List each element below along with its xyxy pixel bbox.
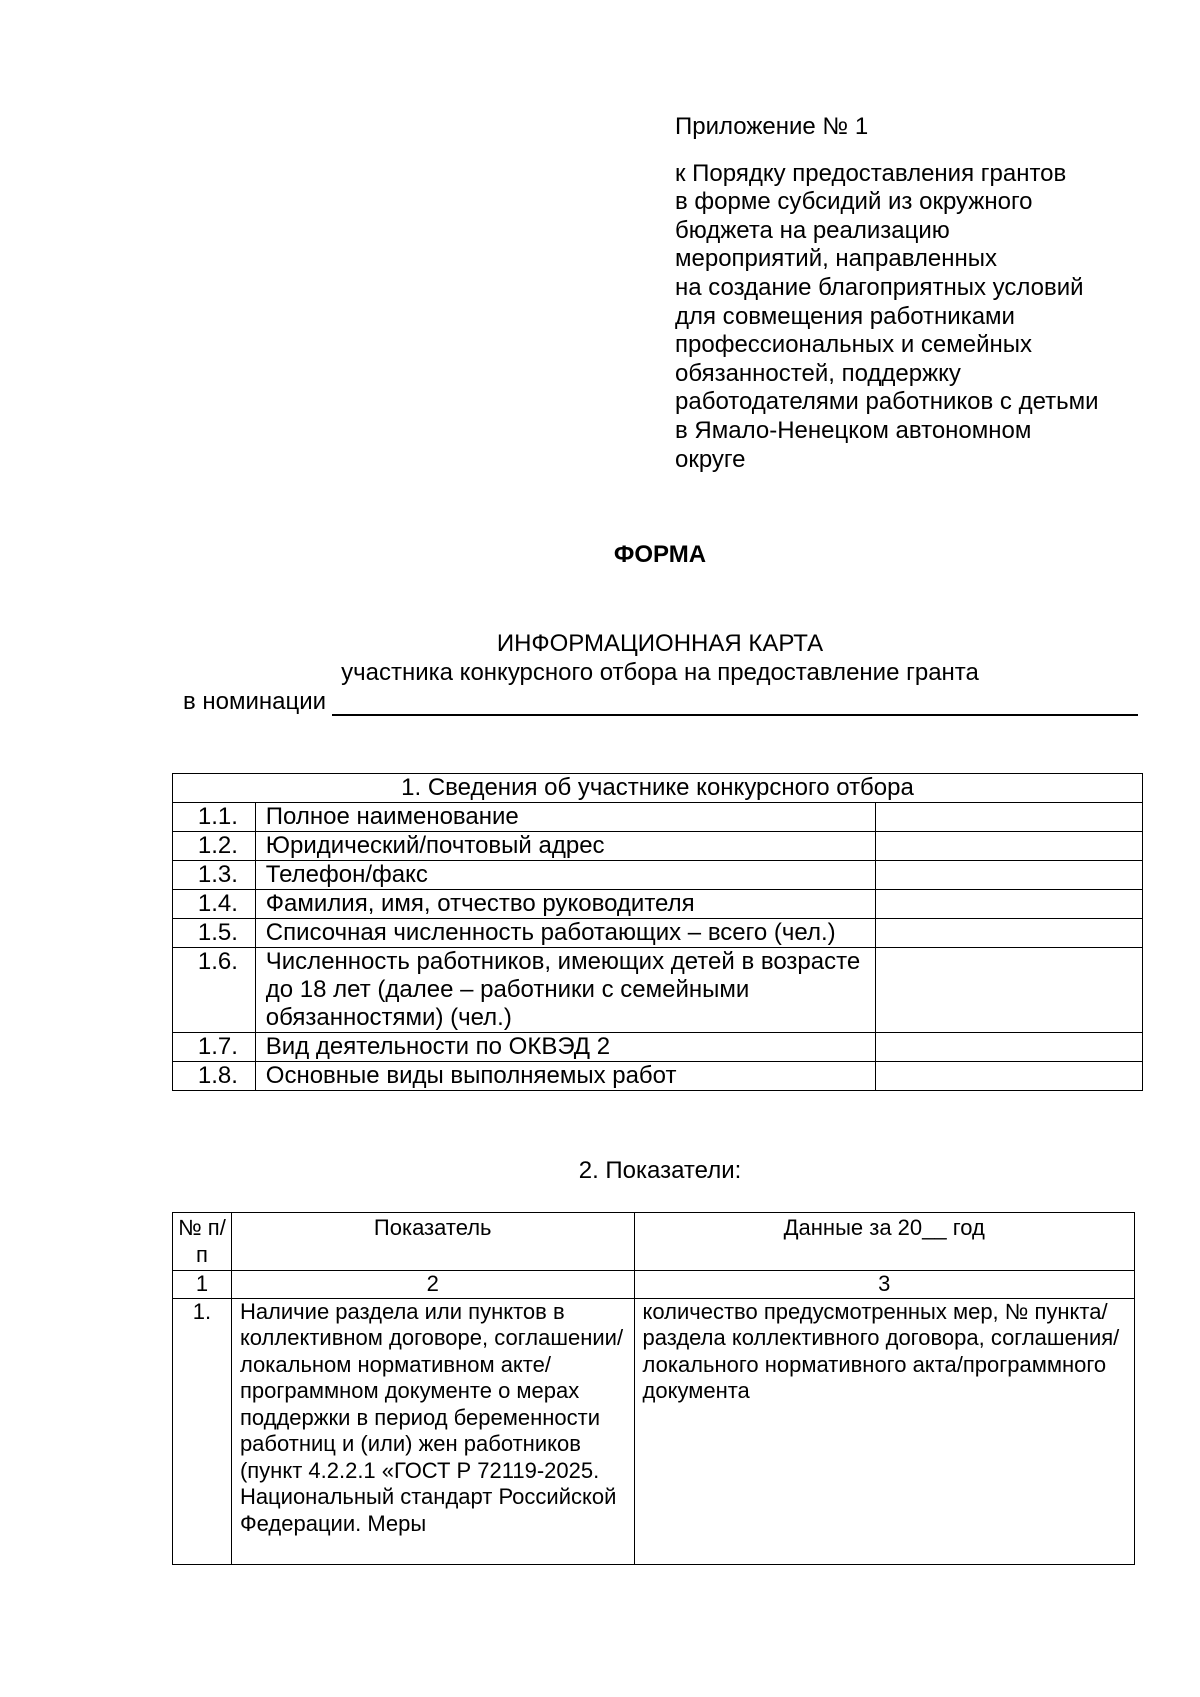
appendix-line: в Ямало-Ненецком автономном xyxy=(675,416,1032,444)
row-value-cell[interactable] xyxy=(876,1033,1143,1062)
row-number: 1.7. xyxy=(173,1033,256,1062)
form-label: ФОРМА xyxy=(613,541,707,568)
table-row xyxy=(173,861,1143,890)
table-row xyxy=(173,1062,1143,1091)
row-number: 1.4. xyxy=(173,890,256,919)
table-section-row xyxy=(173,774,1143,803)
row-value-cell[interactable] xyxy=(876,948,1143,1033)
column-number-row xyxy=(173,1271,1135,1299)
column-number: 1 xyxy=(173,1271,232,1299)
participant-info-table xyxy=(172,773,1143,1091)
indicator-text: Наличие раздела или пунктов в коллективном договоре, соглашении/локальном нормативном акте/программном документе о мерах поддержки в период беременности работниц и (или) жен работников (пункт 4.2.2.1 «ГОСТ Р 72119-2025. Национальный стандарт Российской Федерации. Меры xyxy=(231,1298,634,1564)
table-header-row xyxy=(173,1213,1135,1271)
row-number: 1.5. xyxy=(173,919,256,948)
row-value-cell[interactable] xyxy=(876,803,1143,832)
appendix-line: бюджета на реализацию xyxy=(675,216,950,244)
nomination-blank-field[interactable] xyxy=(332,690,1138,716)
row-value-cell[interactable] xyxy=(876,832,1143,861)
row-label: Фамилия, имя, отчество руководителя xyxy=(255,890,875,919)
section2-title: 2. Показатели: xyxy=(578,1157,742,1184)
row-label: Основные виды выполняемых работ xyxy=(255,1062,875,1091)
card-subtitle: участника конкурсного отбора на предоставление гранта xyxy=(341,659,979,686)
row-number: 1.3. xyxy=(173,861,256,890)
row-value-cell[interactable] xyxy=(876,890,1143,919)
header-data: Данные за 20__ год xyxy=(634,1213,1134,1271)
row-number: 1.1. xyxy=(173,803,256,832)
column-number: 3 xyxy=(634,1271,1134,1299)
header-num: № п/п xyxy=(173,1213,232,1271)
appendix-block xyxy=(675,113,1175,474)
appendix-line: обязанностей, поддержку xyxy=(675,359,961,387)
row-number: 1.6. xyxy=(173,948,256,1033)
appendix-line: работодателями работников с детьми xyxy=(675,388,1099,416)
indicators-table xyxy=(172,1212,1135,1565)
column-number: 2 xyxy=(231,1271,634,1299)
row-value-cell[interactable] xyxy=(876,919,1143,948)
table-row xyxy=(173,890,1143,919)
appendix-line: мероприятий, направленных xyxy=(675,245,998,273)
card-title: ИНФОРМАЦИОННАЯ КАРТА xyxy=(496,630,824,657)
row-label: Численность работников, имеющих детей в возрасте до 18 лет (далее – работники с семейными обязанностями) (чел.) xyxy=(255,948,875,1033)
row-label: Юридический/почтовый адрес xyxy=(255,832,875,861)
table-row xyxy=(173,919,1143,948)
nomination-label: в номинации xyxy=(183,688,327,715)
appendix-line: к Порядку предоставления грантов xyxy=(675,159,1067,187)
nomination-line xyxy=(183,688,1138,716)
table-row xyxy=(173,948,1143,1033)
appendix-line: профессиональных и семейных xyxy=(675,331,1032,359)
row-label: Телефон/факс xyxy=(255,861,875,890)
row-number: 1.8. xyxy=(173,1062,256,1091)
header-indicator: Показатель xyxy=(231,1213,634,1271)
appendix-line: округе xyxy=(675,445,746,473)
table-row xyxy=(173,803,1143,832)
row-value-cell[interactable] xyxy=(876,1062,1143,1091)
table-row xyxy=(173,1298,1135,1564)
section-title-cell: 1. Сведения об участнике конкурсного отбора xyxy=(173,774,1143,803)
appendix-line: на создание благоприятных условий xyxy=(675,273,1084,301)
row-number: 1. xyxy=(173,1298,232,1564)
appendix-line: в форме субсидий из окружного xyxy=(675,188,1033,216)
table-row xyxy=(173,832,1143,861)
row-label: Вид деятельности по ОКВЭД 2 xyxy=(255,1033,875,1062)
table-row xyxy=(173,1033,1143,1062)
indicator-data[interactable]: количество предусмотренных мер, № пункта/раздела коллективного договора, соглашения/локального нормативного акта/программного документа xyxy=(634,1298,1134,1564)
row-label: Полное наименование xyxy=(255,803,875,832)
row-number: 1.2. xyxy=(173,832,256,861)
appendix-line: для совмещения работниками xyxy=(675,302,1015,330)
row-value-cell[interactable] xyxy=(876,861,1143,890)
appendix-title: Приложение № 1 xyxy=(675,113,869,140)
row-label: Списочная численность работающих – всего (чел.) xyxy=(255,919,875,948)
